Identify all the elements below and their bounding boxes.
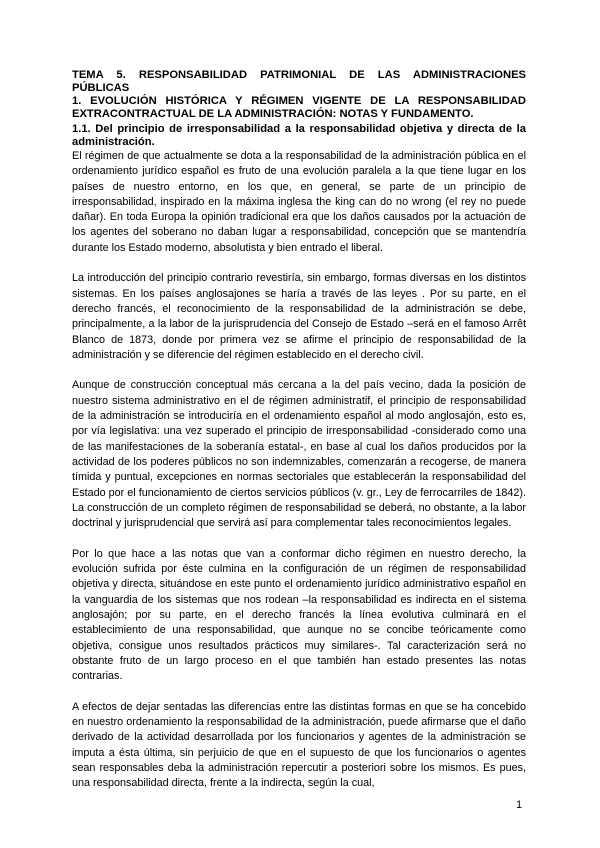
topic-title: TEMA 5. RESPONSABILIDAD PATRIMONIAL DE LAS ADMINISTRACIONES PÚBLICAS <box>72 69 526 94</box>
paragraph: El régimen de que actualmente se dota a la responsabilidad de la administración pública en el ordenamiento jurídico español es fruto de una evolución paralela a la que tiene lugar en los países de nuestro entorno, en los que, en general, se parte de un principio de irresponsabilidad, inspirado en la máxima inglesa the king can do no wrong (el rey no puede dañar). En toda Europa la opinión tradicional era que los daños causados por la actuación de los agentes del soberano no daban lugar a responsabilidad, concepción que se mantendría durante los Estado moderno, absolutista y bien entrado el liberal. <box>72 150 526 254</box>
paragraph: A efectos de dejar sentadas las diferencias entre las distintas formas en que se ha concebido en nuestro ordenamiento la responsabilidad de la administración, puede afirmarse que el daño derivado de la actividad desarrollada por los funcionarios y agentes de la administración se imputa a ésta última, sin perjuicio de que en el supuesto de que los funcionarios o agentes sean responsables deba la administración repercutir a posteriori sobre los mismos. Es pues, una responsabilidad directa, frente a la indirecta, según la cual, <box>72 700 526 789</box>
paragraph: Aunque de construcción conceptual más cercana a la del país vecino, dada la posición de nuestro sistema administrativo en el de régimen administratif, el principio de responsabilidad de la administración se introduciría en el ordenamiento español al modo anglosajón, esto es, por vía legislativa: una vez superado el principio de irresponsabilidad -considerado como una de las manifestaciones de la soberanía estatal-, en base al cual los daños producidos por la actividad de los poderes públicos no son indemnizables, comenzarán a recogerse, de manera tímida y puntual, excepciones en normas sectoriales que establecerán la responsabilidad del Estado por el funcionamiento de ciertos servicios públicos (v. gr., Ley de ferrocarriles de 1842). La construcción de un completo régimen de responsabilidad se deberá, no obstante, a la labor doctrinal y jurisprudencial que servirá así para complementar tales reconocimientos legales. <box>72 379 526 530</box>
page-number: 1 <box>516 799 523 811</box>
paragraph: Por lo que hace a las notas que van a conformar dicho régimen en nuestro derecho, la evolución sufrida por éste culmina en la configuración de un régimen de responsabilidad objetiva y directa, situándose en este punto el ordenamiento jurídico administrativo español en la vanguardia de los sistemas que nos rodean –la responsabilidad es indirecta en el sistema anglosajón; por su parte, en el derecho francés la línea evolutiva culminará en el establecimiento de una responsabilidad, que aunque no se concibe teóricamente como objetiva, consigue unos resultados prácticos muy similares-. Tal caracterización será no obstante fruto de un largo proceso en el que también han estado presentes las notas contrarias. <box>72 547 526 683</box>
paragraph: La introducción del principio contrario revestiría, sin embargo, formas diversas en los distintos sistemas. En los países anglosajones se haría a través de las leyes . Por su parte, en el derecho francés, el reconocimiento de la responsabilidad de la administración se debe, principalmente, a la labor de la jurisprudencia del Consejo de Estado –será en el famoso Arrêt Blanco de 1873, donde por primera vez se afirme el principio de responsabilidad de la administración y se diferencie del régimen establecido en el derecho civil. <box>72 272 526 361</box>
section-title: 1. EVOLUCIÓN HISTÓRICA Y RÉGIMEN VIGENTE DE LA RESPONSABILIDAD EXTRACONTRACTUAL DE LA ADMINISTRACIÓN: NOTAS Y FUNDAMENTO. <box>72 95 526 120</box>
document-page <box>72 69 526 789</box>
subsection-title: 1.1. Del principio de irresponsabilidad a la responsabilidad objetiva y directa de la administración. <box>72 123 526 148</box>
